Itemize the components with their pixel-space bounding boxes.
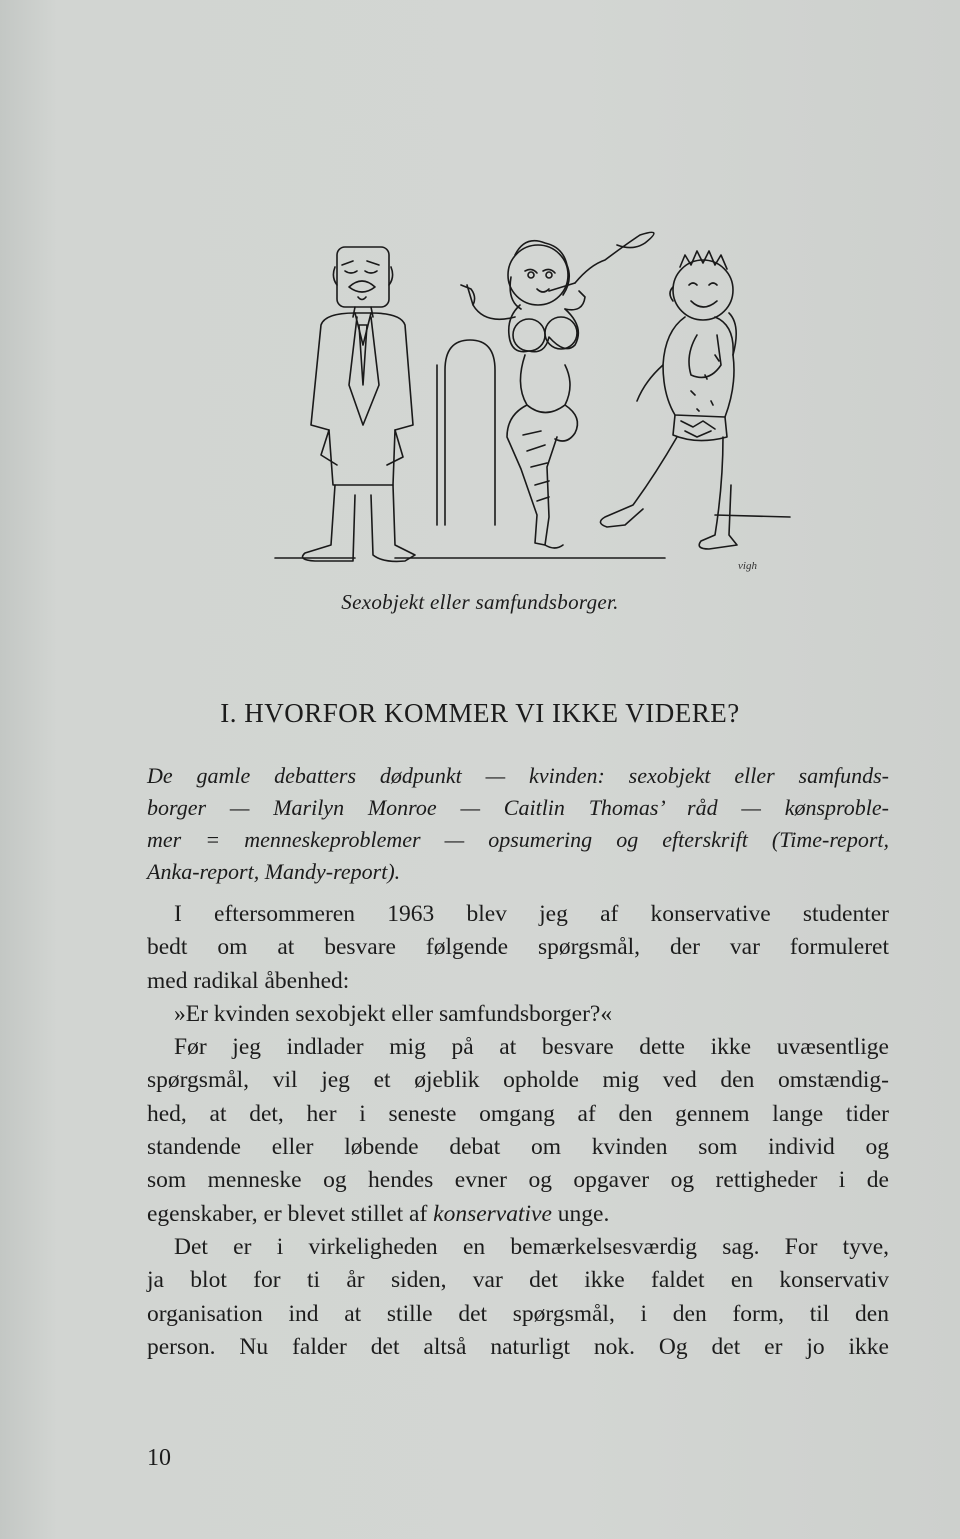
illustration-caption: Sexobjekt eller samfundsborger.: [341, 590, 619, 614]
body-line: standende eller løbende debat om kvinden som individ og: [147, 1134, 889, 1161]
body-line: spørgsmål, vil jeg et øjeblik opholde mig ved den omstændig-: [147, 1067, 889, 1094]
body-line: hed, at det, her i seneste omgang af den gennem lange tider: [147, 1100, 889, 1127]
body-line: ja blot for ti år siden, var det ikke faldet en konservativ: [147, 1267, 889, 1294]
summary-line: borger — Marilyn Monroe — Caitlin Thomas’ råd — kønsproble-: [147, 795, 889, 820]
chapter-summary: [147, 760, 889, 888]
summary-line: mer = menneskeproblemer — opsumering og efterskrift (Time-report,: [147, 827, 889, 852]
young-man-figure: [600, 251, 737, 549]
body-text-segment: unge.: [551, 1200, 610, 1227]
woman-figure: [461, 232, 654, 548]
body-line: som menneske og hendes evner og opgaver og rettigheder i de: [147, 1167, 889, 1194]
summary-line: De gamle debatters dødpunkt — kvinden: sexobjekt eller samfunds-: [147, 763, 889, 788]
body-text: [147, 898, 889, 1364]
body-line: organisation ind at stille det spørgsmål, i den form, til den: [147, 1300, 889, 1327]
body-line: person. Nu falder det altså naturligt nok. Og det er jo ikke: [147, 1333, 889, 1360]
quoted-question: »Er kvinden sexobjekt eller samfundsborger?«: [174, 1000, 613, 1027]
body-line: med radikal åbenhed:: [147, 967, 350, 994]
body-line: Før jeg indlader mig på at besvare dette ikke uvæsentlige: [174, 1034, 889, 1061]
man-in-suit-figure: [303, 247, 415, 561]
summary-line: Anka-report, Mandy-report).: [147, 859, 401, 884]
body-line: [147, 1198, 889, 1231]
cartoon-illustration: [245, 205, 805, 585]
body-text-segment: egenskaber, er blevet stillet af: [147, 1200, 434, 1227]
body-line: I eftersommeren 1963 blev jeg af konservative studenter: [174, 901, 889, 927]
chapter-heading: I. HVORFOR KOMMER VI IKKE VIDERE?: [220, 698, 740, 728]
body-line: Det er i virkeligheden en bemærkelsesværdig sag. For tyve,: [174, 1233, 889, 1260]
body-line: bedt om at besvare følgende spørgsmål, der var formuleret: [147, 934, 889, 961]
artist-signature: vigh: [738, 560, 757, 572]
page-number: 10: [147, 1445, 171, 1471]
italic-word: konservative: [433, 1200, 552, 1227]
